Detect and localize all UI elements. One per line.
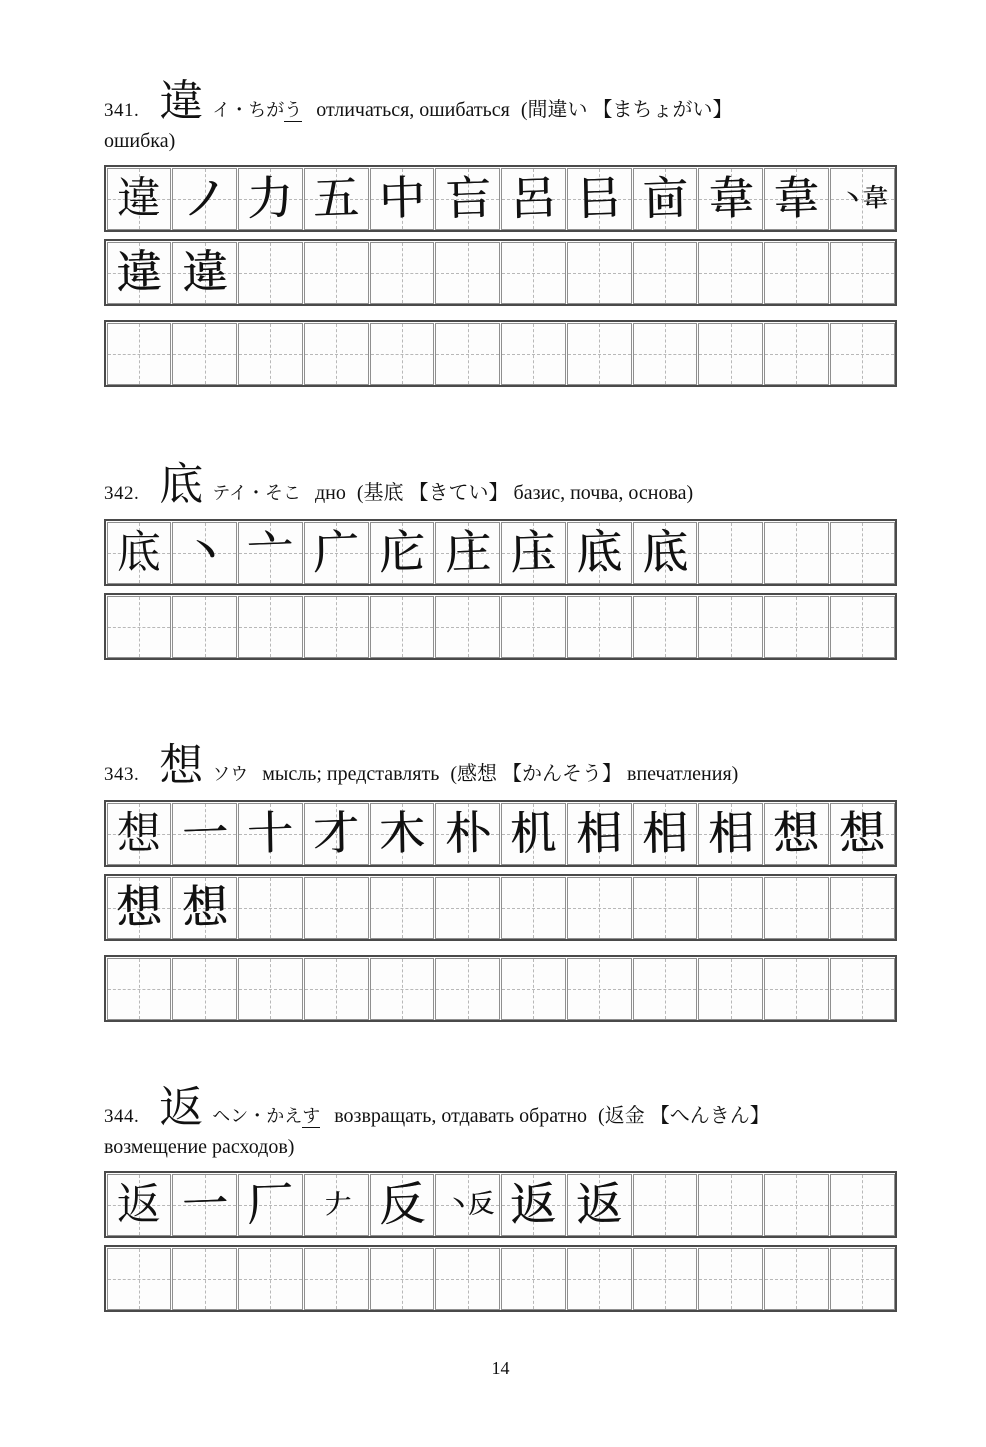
practice-cell: [698, 242, 763, 304]
practice-cell: [435, 168, 500, 230]
practice-cell: [304, 596, 369, 658]
practice-cell: [304, 323, 369, 385]
handwritten-stroke-stage: 木: [378, 806, 426, 860]
practice-cell: [107, 877, 172, 939]
entry-header: [104, 1083, 897, 1132]
practice-cell: [830, 242, 895, 304]
practice-cell: [238, 168, 303, 230]
handwritten-stroke-stage: 一: [181, 1177, 229, 1231]
handwritten-stroke-stage: 相: [575, 806, 623, 860]
practice-cell: [370, 803, 435, 865]
practice-cell: [633, 168, 698, 230]
practice-cell: [764, 242, 829, 304]
handwritten-stroke-stage: 亠: [246, 525, 294, 579]
practice-cell: [698, 877, 763, 939]
practice-cell: [698, 323, 763, 385]
practice-cell: [830, 596, 895, 658]
handwritten-stroke-stage: 違: [115, 245, 163, 299]
handwritten-stroke-stage: 想: [772, 806, 820, 860]
practice-cell: [567, 168, 632, 230]
handwritten-stroke-stage: 庀: [378, 525, 426, 579]
practice-cell: [764, 596, 829, 658]
entry-header: [104, 460, 897, 509]
practice-cell: [567, 323, 632, 385]
practice-cell: [435, 242, 500, 304]
practice-cell: [107, 803, 172, 865]
entry-reading: [212, 96, 302, 122]
reading-text: イ・ちが: [212, 100, 285, 120]
entry-number: 343.: [104, 764, 140, 785]
entry-number: 344.: [104, 1106, 140, 1127]
handwritten-stroke-stage: 反: [378, 1177, 426, 1231]
handwritten-stroke-stage: 韋: [707, 171, 755, 225]
entry-vocab: (返金 【へんきん】: [598, 1105, 770, 1127]
entry-kanji: 返: [159, 1083, 204, 1132]
practice-cell: [238, 958, 303, 1020]
practice-cell: [370, 323, 435, 385]
practice-cell: [567, 803, 632, 865]
practice-cell: [238, 1248, 303, 1310]
practice-cell: [567, 958, 632, 1020]
practice-cell: [633, 323, 698, 385]
reading-text: ソウ: [212, 764, 249, 784]
practice-cell: [501, 1174, 566, 1236]
handwritten-stroke-stage: 一: [181, 806, 229, 860]
practice-cell: [830, 803, 895, 865]
handwritten-stroke-stage: 庒: [509, 525, 557, 579]
practice-cell: [304, 242, 369, 304]
handwritten-stroke-stage: 呂: [509, 171, 557, 225]
practice-cell: [830, 168, 895, 230]
handwritten-stroke-stage: 相: [707, 806, 755, 860]
reading-text: テイ・そこ: [212, 483, 301, 503]
practice-cell: [501, 323, 566, 385]
practice-cell: [238, 596, 303, 658]
practice-cell: [107, 1248, 172, 1310]
handwritten-stroke-stage: 想: [838, 806, 886, 860]
practice-cell: [435, 877, 500, 939]
handwritten-stroke-stage: 力: [246, 171, 294, 225]
practice-cell: [501, 242, 566, 304]
practice-cell: [633, 958, 698, 1020]
practice-cell: [567, 242, 632, 304]
handwritten-stroke-stage: 丶韋: [838, 182, 886, 214]
practice-cell: [370, 1248, 435, 1310]
practice-cell: [764, 958, 829, 1020]
practice-cell: [370, 596, 435, 658]
handwritten-stroke-stage: 返: [575, 1177, 623, 1231]
practice-cell: [238, 803, 303, 865]
practice-cell: [107, 1174, 172, 1236]
practice-cell: [633, 1248, 698, 1310]
handwritten-stroke-stage: 丶: [181, 525, 229, 579]
practice-cell: [501, 877, 566, 939]
practice-cell: [633, 877, 698, 939]
handwritten-stroke-stage: 十: [246, 806, 294, 860]
practice-cell: [238, 877, 303, 939]
practice-cell: [107, 168, 172, 230]
practice-cell: [435, 803, 500, 865]
practice-cell: [435, 958, 500, 1020]
template-kanji: 底: [116, 527, 161, 577]
practice-cell: [567, 1248, 632, 1310]
practice-cell: [172, 1174, 237, 1236]
entry-reading: [212, 760, 248, 786]
entry-meaning: отличаться, ошибаться: [316, 99, 510, 121]
practice-cell: [435, 522, 500, 584]
entry-vocab-wrap: возмещение расходов): [104, 1136, 295, 1158]
practice-cell: [501, 522, 566, 584]
practice-cell: [172, 168, 237, 230]
practice-cell: [172, 522, 237, 584]
entry-reading: [212, 1102, 320, 1128]
entry-vocab: (基底 【きてい】 базис, почва, основа): [356, 482, 694, 504]
practice-cell: [633, 1174, 698, 1236]
handwritten-stroke-stage: 吂: [444, 171, 492, 225]
handwritten-stroke-stage: 中: [378, 171, 426, 225]
practice-cell: [567, 877, 632, 939]
handwritten-stroke-stage: 相: [641, 806, 689, 860]
practice-cell: [698, 168, 763, 230]
practice-cell: [764, 803, 829, 865]
template-kanji: 想: [116, 808, 161, 858]
handwritten-stroke-stage: 丶反: [444, 1188, 491, 1220]
practice-cell: [107, 522, 172, 584]
handwritten-stroke-stage: 想: [181, 880, 229, 934]
practice-cell: [764, 168, 829, 230]
entry-vocab: (間違い 【まちょがい】: [520, 99, 733, 121]
handwritten-stroke-stage: 㠯: [575, 171, 623, 225]
section-spacer: [104, 1022, 897, 1086]
section-spacer: [104, 660, 897, 744]
practice-cell: [238, 242, 303, 304]
practice-cell: [370, 958, 435, 1020]
practice-cell: [764, 877, 829, 939]
practice-cell: [370, 877, 435, 939]
template-kanji: 返: [116, 1179, 161, 1229]
practice-cell: [304, 958, 369, 1020]
practice-cell: [107, 242, 172, 304]
handwritten-stroke-stage: 想: [115, 880, 163, 934]
handwritten-stroke-stage: 机: [509, 806, 557, 860]
practice-cell: [501, 168, 566, 230]
practice-cell: [830, 877, 895, 939]
practice-cell: [304, 803, 369, 865]
practice-cell: [435, 323, 500, 385]
practice-cell: [764, 1174, 829, 1236]
practice-cell: [304, 168, 369, 230]
practice-cell: [698, 958, 763, 1020]
practice-cell: [435, 596, 500, 658]
entry-kanji: 底: [159, 460, 204, 509]
handwritten-stroke-stage: 𠂇: [324, 1189, 348, 1219]
handwritten-stroke-stage: 朴: [444, 806, 492, 860]
entry-number: 341.: [104, 100, 140, 121]
practice-cell: [501, 958, 566, 1020]
handwritten-stroke-stage: 才: [312, 806, 360, 860]
entry-meaning: мысль; представлять: [262, 763, 440, 785]
practice-cell: [107, 958, 172, 1020]
practice-cell: [567, 522, 632, 584]
entry-number: 342.: [104, 483, 140, 504]
practice-grid-empty: [104, 593, 897, 660]
practice-grid-copy: [104, 874, 897, 941]
practice-cell: [764, 522, 829, 584]
kanji-entry-342: [104, 460, 897, 660]
section-spacer: [104, 387, 897, 463]
practice-grid-empty: [104, 955, 897, 1022]
entry-header: [104, 741, 897, 790]
practice-cell: [304, 1248, 369, 1310]
practice-grid-stroke-order: [104, 165, 897, 232]
reading-okurigana-underlined: す: [302, 1106, 321, 1126]
handwritten-stroke-stage: 韋: [772, 171, 820, 225]
entry-kanji: 違: [159, 77, 204, 126]
handwritten-stroke-stage: 返: [509, 1177, 557, 1231]
practice-cell: [764, 323, 829, 385]
practice-cell: [304, 877, 369, 939]
practice-cell: [633, 522, 698, 584]
practice-cell: [633, 803, 698, 865]
practice-cell: [370, 522, 435, 584]
kanji-entry-344: [104, 1083, 897, 1312]
practice-grid-copy: [104, 239, 897, 306]
practice-cell: [172, 323, 237, 385]
practice-grid-stroke-order: [104, 1171, 897, 1238]
handwritten-stroke-stage: 庄: [444, 525, 492, 579]
handwritten-stroke-stage: 五: [312, 171, 360, 225]
practice-cell: [238, 323, 303, 385]
practice-cell: [698, 1248, 763, 1310]
practice-grid-empty: [104, 1245, 897, 1312]
practice-grid-stroke-order: [104, 519, 897, 586]
practice-cell: [501, 1248, 566, 1310]
entry-vocab: (感想 【かんそう】 впечатления): [450, 763, 739, 785]
practice-cell: [107, 596, 172, 658]
handwritten-stroke-stage: 㐭: [641, 171, 689, 225]
handwritten-stroke-stage: ノ: [181, 171, 229, 225]
practice-cell: [830, 323, 895, 385]
entry-meaning: дно: [315, 482, 346, 504]
practice-cell: [698, 1174, 763, 1236]
practice-grid-empty: [104, 320, 897, 387]
practice-cell: [501, 803, 566, 865]
entry-reading: [212, 479, 301, 505]
practice-cell: [304, 1174, 369, 1236]
handwritten-stroke-stage: 底: [641, 525, 689, 579]
practice-cell: [501, 596, 566, 658]
practice-cell: [304, 522, 369, 584]
practice-cell: [633, 242, 698, 304]
practice-cell: [698, 596, 763, 658]
practice-cell: [370, 1174, 435, 1236]
practice-cell: [698, 522, 763, 584]
handwritten-stroke-stage: 違: [181, 245, 229, 299]
practice-cell: [764, 1248, 829, 1310]
entry-meaning: возвращать, отдавать обратно: [334, 1105, 588, 1127]
reading-text: ヘン・かえ: [212, 1106, 303, 1126]
practice-cell: [370, 242, 435, 304]
practice-cell: [172, 958, 237, 1020]
practice-grid-stroke-order: [104, 800, 897, 867]
reading-okurigana-underlined: う: [284, 100, 303, 120]
practice-cell: [172, 1248, 237, 1310]
practice-cell: [370, 168, 435, 230]
entry-kanji: 想: [159, 741, 204, 790]
practice-cell: [698, 803, 763, 865]
template-kanji: 違: [116, 173, 161, 223]
practice-cell: [172, 803, 237, 865]
handwritten-stroke-stage: 广: [312, 525, 360, 579]
practice-cell: [107, 323, 172, 385]
practice-cell: [172, 596, 237, 658]
practice-cell: [567, 596, 632, 658]
handwritten-stroke-stage: 厂: [246, 1177, 294, 1231]
practice-cell: [567, 1174, 632, 1236]
kanji-entry-341: [104, 77, 897, 387]
practice-cell: [830, 1174, 895, 1236]
practice-cell: [172, 242, 237, 304]
kanji-entry-343: [104, 741, 897, 1022]
practice-cell: [633, 596, 698, 658]
practice-cell: [830, 1248, 895, 1310]
practice-cell: [238, 522, 303, 584]
page-number: 14: [491, 1358, 510, 1378]
practice-cell: [830, 522, 895, 584]
practice-cell: [435, 1174, 500, 1236]
practice-cell: [238, 1174, 303, 1236]
practice-cell: [172, 877, 237, 939]
handwritten-stroke-stage: 底: [575, 525, 623, 579]
practice-cell: [435, 1248, 500, 1310]
entry-vocab-wrap: ошибка): [104, 130, 176, 152]
practice-cell: [830, 958, 895, 1020]
entry-header: [104, 77, 897, 126]
